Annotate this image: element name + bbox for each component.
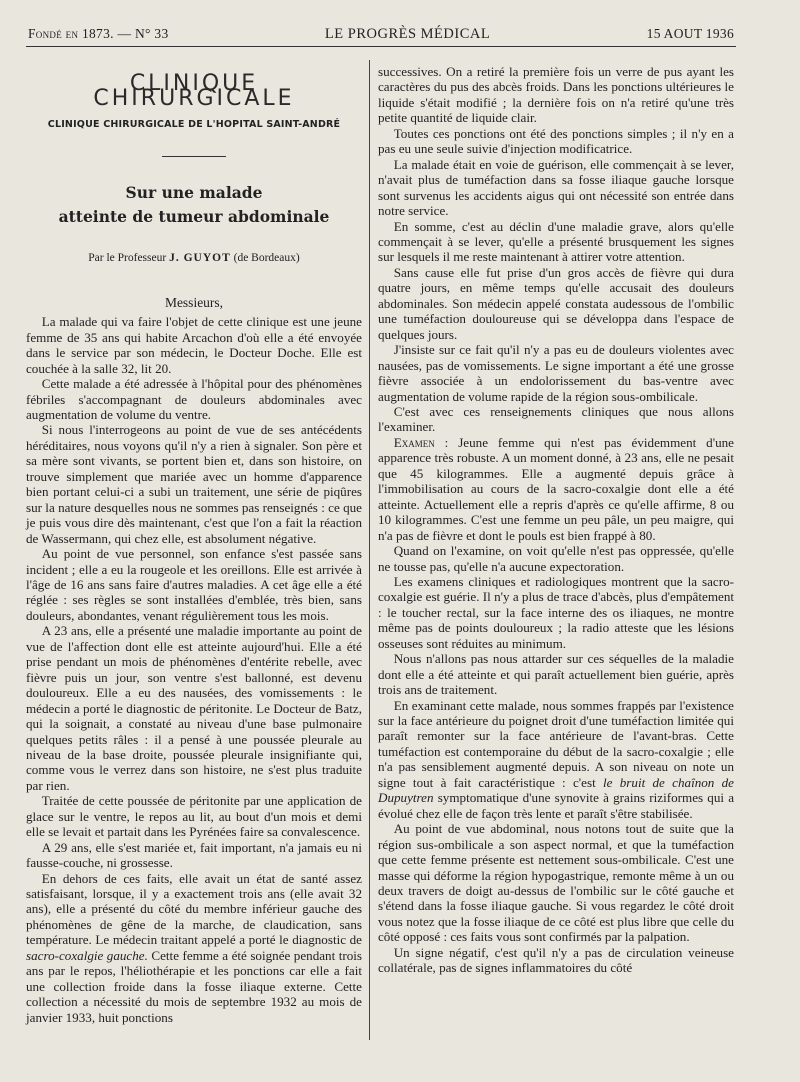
left-column (26, 62, 362, 1025)
paragraph-text: Cette femme a été soignée pendant trois ans par le repos, l'héliothérapie et les ponctions car elle a fait une collection froide dans la fosse iliaque externe. Cette collection a nécessité du mois de septembre 1932 au mois de janvier 1933, huit ponctions (26, 947, 362, 1025)
paragraph: La malade était en voie de guérison, elle commençait à se lever, n'avait plus de tuméfaction dans sa fosse iliaque gauche lorsque sont survenus les accidents aigus qui ont nécessité son entrée dans notre service. (378, 156, 734, 219)
paragraph: A 29 ans, elle s'est mariée et, fait important, n'a jamais eu ni fausse-couche, ni grossesse. (26, 839, 362, 871)
paragraph (26, 871, 362, 1026)
paragraph: J'insiste sur ce fait qu'il n'y a pas eu de douleurs violentes avec nausées, pas de vomissements. Le signe important a été une grosse fièvre associée à un endolorissement du bas-ventre avec augmentation de volume rapide de la région sous-ombilicale. (378, 342, 734, 404)
paragraph-text: En dehors de ces faits, elle avait un état de santé assez satisfaisant, lorsque, il y a exactement trois ans (elle avait 32 ans), elle a présenté du côté du membre inférieur gauche des phénomènes de gêne de la marche, de claudication, sans température. Le médecin traitant appelé a porté le diagnostic de (26, 870, 362, 948)
article-title (26, 181, 362, 229)
section-heading: CLINIQUE CHIRURGICALE (93, 71, 295, 112)
salutation: Messieurs, (164, 294, 224, 310)
right-column (378, 64, 734, 976)
paragraph: Toutes ces ponctions ont été des ponctions simples ; il n'y en a pas eu une seule suivie d'injection modificatrice. (378, 125, 734, 157)
paragraph: Un signe négatif, c'est qu'il n'y a pas de circulation veineuse collatérale, pas de signes inflammatoires du côté (378, 944, 734, 976)
examen-label: Examen (393, 434, 435, 450)
subsection-heading: CLINIQUE CHIRURGICALE DE L'HOPITAL SAINT-ANDRÉ (47, 118, 341, 130)
paragraph: Au point de vue personnel, son enfance s'est passée sans incident ; elle a eu la rougeole et les oreillons. Elle est arrivée à l'âge de 16 ans sans faire d'autres maladies. A cet âge elle a été réglée : ses règles se sont installées d'emblée, très bien, sans douleurs, abondantes, venant régulièrement tous les mois. (26, 546, 362, 623)
paragraph: Les examens cliniques et radiologiques montrent que la sacro-coxalgie est guérie. Il n'y a plus de trace d'abcès, plus d'empâtement : le toucher rectal, sur la face interne des os iliaques, ne montre même pas de points douloureux ; la radio atteste que les lésions osseuses sont réduites au minimum. (378, 573, 734, 651)
italic-term: le bruit de chaînon de Dupuytren (378, 774, 734, 806)
header-date: 15 AOUT 1936 (646, 26, 734, 41)
paragraph: Quand on l'examine, on voit qu'elle n'est pas oppressée, qu'elle ne tousse pas, qu'elle n'a aucune expectoration. (378, 543, 734, 574)
paragraph: C'est avec ces renseignements cliniques que nous allons l'examiner. (378, 403, 734, 435)
paragraph-text: En examinant cette malade, nous sommes frappés par l'existence sur la face antérieure du poignet droit d'une tuméfaction limitée qui paraît remonter sur la face antérieure de l'avant-bras. Cette tuméfaction est contemporaine du début de la sacro-coxalgie ; elle n'a pas sensiblement augmenté depuis. A son niveau on note un signe tout à fait caractéristique : c'est (378, 697, 734, 790)
header-founded: Fondé en 1873. — N° 33 (28, 26, 169, 41)
title-divider (162, 156, 226, 157)
paragraph: Cette malade a été adressée à l'hôpital pour des phénomènes fébriles s'accompagnant de douleurs abdominales avec augmentation de volume du ventre. (26, 376, 362, 422)
journal-title: LE PROGRÈS MÉDICAL (324, 26, 491, 42)
paragraph (378, 698, 734, 822)
paragraph: A 23 ans, elle a présenté une maladie importante au point de vue de l'affection dont elle est atteinte aujourd'hui. Elle a été prise pendant un mois de phénomènes d'entérite rebelle, avec fièvre puis un jour, son ventre s'est ballonné, est devenu douloureux. Elle a eu des nausées, des vomissements : le médecin a porté le diagnostic de péritonite. Le Docteur de Batz, qui la soignait, a constaté au niveau d'une base pulmonaire quelques petits râles : il a pensé à une poussée pleurale au niveau de la base droite, poussée pleurale insignifiante qui, comme vous le verrez dans son histoire, ne s'est plus traduite par rien. (26, 623, 362, 793)
paragraph-text: : Jeune femme qui n'est pas évidemment d'une apparence très robuste. A un moment donné, à 23 ans, elle ne pesait que 45 kilogrammes. Elle a augmenté depuis grâce à l'immobilisation au cours de la sacro-coxalgie dont elle a été atteinte. Actuellement elle a repris d'après ce qu'elle affirme, 8 ou 10 kilogrammes. C'est une femme un peu pâle, un peu maigre, qui n'a pas de fièvre et dont le pouls est bien frappé à 80. (378, 434, 734, 543)
byline-prefix: Par le Professeur (88, 252, 167, 265)
paragraph: Si nous l'interrogeons au point de vue de ses antécédents héréditaires, nous voyons qu'il n'y a rien à signaler. Son père et sa mère sont vivants, se portent bien et, dans son histoire, on trouve simplement que mariée avec un homme d'apparence bien portant celui-ci a subi un traitement, une série de piqûres sur la nature desquelles nous ne sommes pas renseignés : ce que je puis vous dire dès maintenant, c'est que l'on a fait la réaction de Wassermann, qui chez elle, est absolument négative. (26, 422, 362, 546)
paragraph: Sans cause elle fut prise d'un gros accès de fièvre qui dura quatre jours, en même temps qu'elle accusait des douleurs abdominales. Son médecin appelé constata audessous de l'ombilic une tuméfaction douloureuse qui se développa dans l'espace de quelques jours. (378, 264, 734, 342)
paragraph: En somme, c'est au déclin d'une maladie grave, alors qu'elle commençait à se lever, qu'elle a présenté brusquement les signes sur lesquels il me reste maintenant à attirer votre attention. (378, 218, 734, 265)
paragraph: Nous n'allons pas nous attarder sur ces séquelles de la maladie dont elle a été atteinte et qui paraît actuellement bien guérie, après trois ans de traitement. (378, 651, 734, 698)
column-divider (369, 60, 370, 1040)
title-line-2: atteinte de tumeur abdominale (58, 207, 330, 227)
running-header (28, 26, 734, 43)
author-name: J. GUYOT (169, 252, 231, 265)
paragraph: La malade qui va faire l'objet de cette clinique est une jeune femme de 35 ans qui habite Arcachon d'où elle a été envoyée dans le service par son médecin, le Docteur Doche. Elle est couchée à la salle 32, lit 20. (26, 314, 362, 376)
byline-affiliation: (de Bordeaux) (233, 252, 300, 265)
italic-term: sacro-coxalgie gauche. (26, 947, 148, 963)
paragraph: successives. On a retiré la première fois un verre de pus ayant les caractères du pus des abcès froids. Dans les ponctions ultérieures le liquide s'était modifié ; la dernière fois on n'a retiré qu'une très petite quantité de liquide clair. (378, 64, 734, 126)
byline (26, 251, 362, 266)
header-rule (26, 46, 736, 47)
paragraph (378, 435, 734, 543)
paragraph: Au point de vue abdominal, nous notons tout de suite que la région sus-ombilicale a son aspect normal, et que la tuméfaction que cette femme présente est nettement sous-ombilicale. C'est une masse qui déforme la région hypogastrique, remonte même à un ou deux travers de doigt au-dessus de l'ombilic sur le côté gauche et s'étend dans la fosse iliaque gauche. Si vous regardez le côté droit vous notez que la fosse iliaque de ce côté est plus libre que celle du côté opposé : ces faits vous sont confirmés par la palpation. (378, 821, 734, 945)
paragraph-text: symptomatique d'une synovite à grains riziformes qui a évolué chez elle de façon très lente et paraît s'être stabilisée. (378, 790, 734, 821)
title-line-1: Sur une malade (125, 183, 263, 203)
paragraph: Traitée de cette poussée de péritonite par une application de glace sur le ventre, le repos au lit, au bout d'un mois et demi elle se levait et partait dans les Pyrénées faire sa convalescence. (26, 793, 362, 840)
